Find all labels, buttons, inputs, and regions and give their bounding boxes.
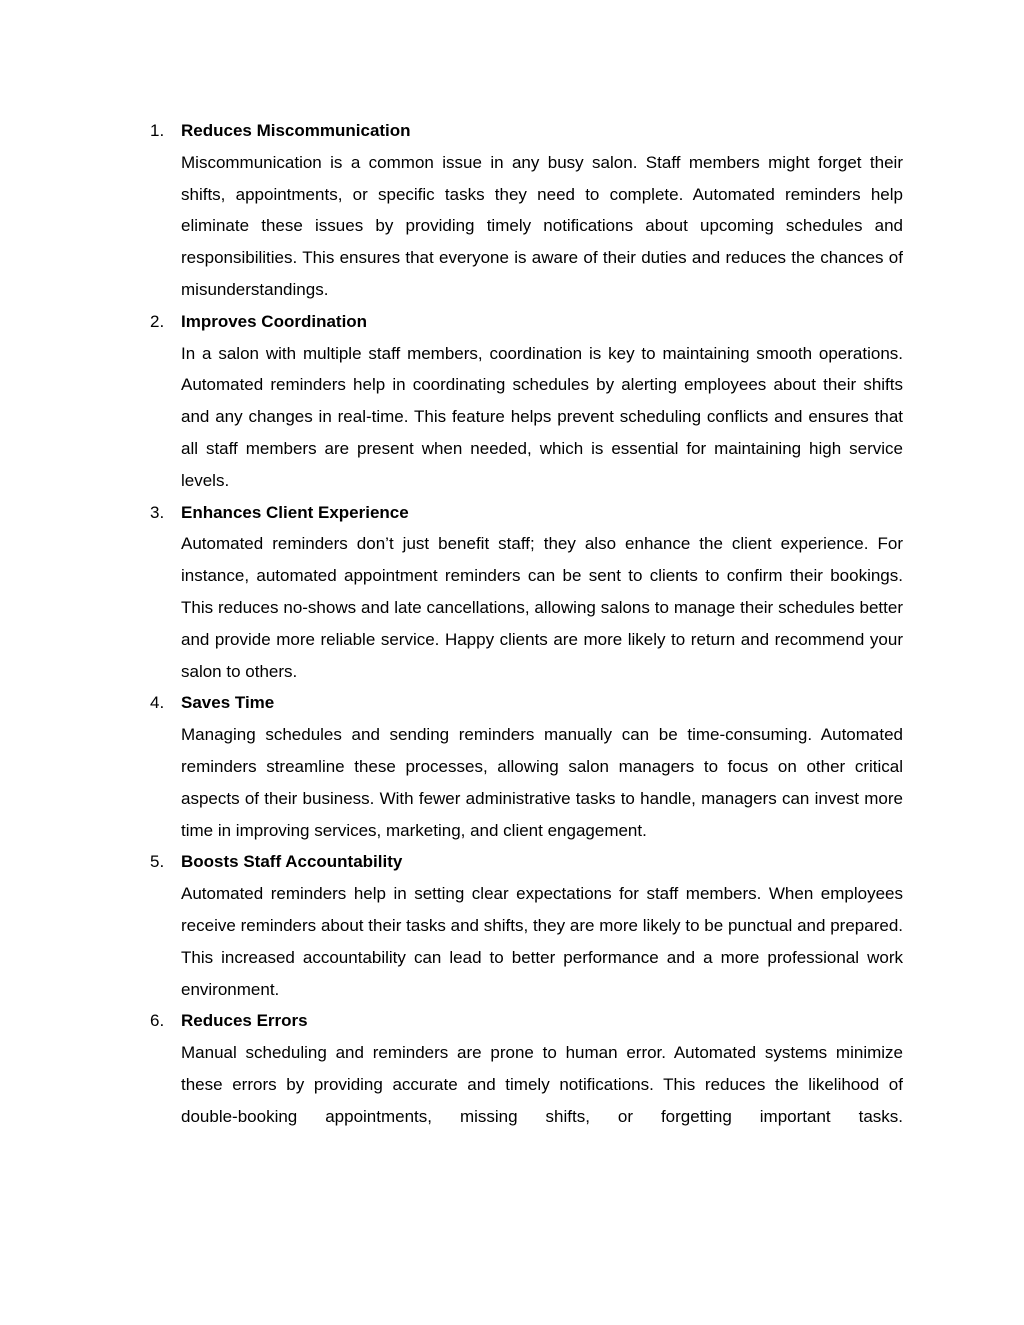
item-body: Miscommunication is a common issue in any busy salon. Staff members might forget their shifts, appointments, or specific tasks they need to complete. Automated reminders help eliminate these issues by providing timely notifications about upcoming schedules and responsibilities. This ensures that everyone is aware of their duties and reduces the chances of misunderstandings. <box>181 152 903 299</box>
list-item-1 <box>150 115 903 306</box>
item-title: Enhances Client Experience <box>181 502 409 522</box>
item-number: 4. <box>150 693 165 713</box>
item-title: Boosts Staff Accountability <box>181 852 403 872</box>
list-item-4 <box>150 687 903 846</box>
item-body: Manual scheduling and reminders are prone to human error. Automated systems minimize these errors by providing accurate and timely notifications. This reduces the likelihood of double-booking appointments, missing shifts, or forgetting important tasks. <box>181 1043 903 1126</box>
item-number: 5. <box>150 852 165 872</box>
list-item-2 <box>150 306 903 497</box>
item-title: Reduces Miscommunication <box>181 121 411 140</box>
item-number: 6. <box>150 1011 165 1031</box>
item-number: 3. <box>150 502 165 522</box>
item-body: Managing schedules and sending reminders manually can be time-consuming. Automated reminders streamline these processes, allowing salon managers to focus on other critical aspects of their business. With fewer administrative tasks to handle, managers can invest more time in improving services, marketing, and client engagement. <box>181 725 903 840</box>
item-body: In a salon with multiple staff members, coordination is key to maintaining smooth operations. Automated reminders help in coordinating schedules by alerting employees about their shifts and any changes in real-time. This feature helps prevent scheduling conflicts and ensures that all staff members are present when needed, which is essential for maintaining high service levels. <box>181 343 903 490</box>
item-body: Automated reminders don’t just benefit staff; they also enhance the client experience. For instance, automated appointment reminders can be sent to clients to confirm their bookings. This reduces no-shows and late cancellations, allowing salons to manage their schedules better and provide more reliable service. Happy clients are more likely to return and recommend your salon to others. <box>181 534 903 681</box>
item-title: Saves Time <box>181 693 275 713</box>
list-item-3 <box>150 497 903 688</box>
list-item-6 <box>150 1005 903 1132</box>
list-item-5 <box>150 846 903 1005</box>
item-title: Reduces Errors <box>181 1011 308 1031</box>
benefits-list <box>150 115 903 1133</box>
item-number: 1. <box>150 121 165 140</box>
item-title: Improves Coordination <box>181 311 368 331</box>
item-body: Automated reminders help in setting clear expectations for staff members. When employees receive reminders about their tasks and shifts, they are more likely to be punctual and prepared. This increased accountability can lead to better performance and a more professional work environment. <box>181 884 903 999</box>
item-number: 2. <box>150 311 165 331</box>
